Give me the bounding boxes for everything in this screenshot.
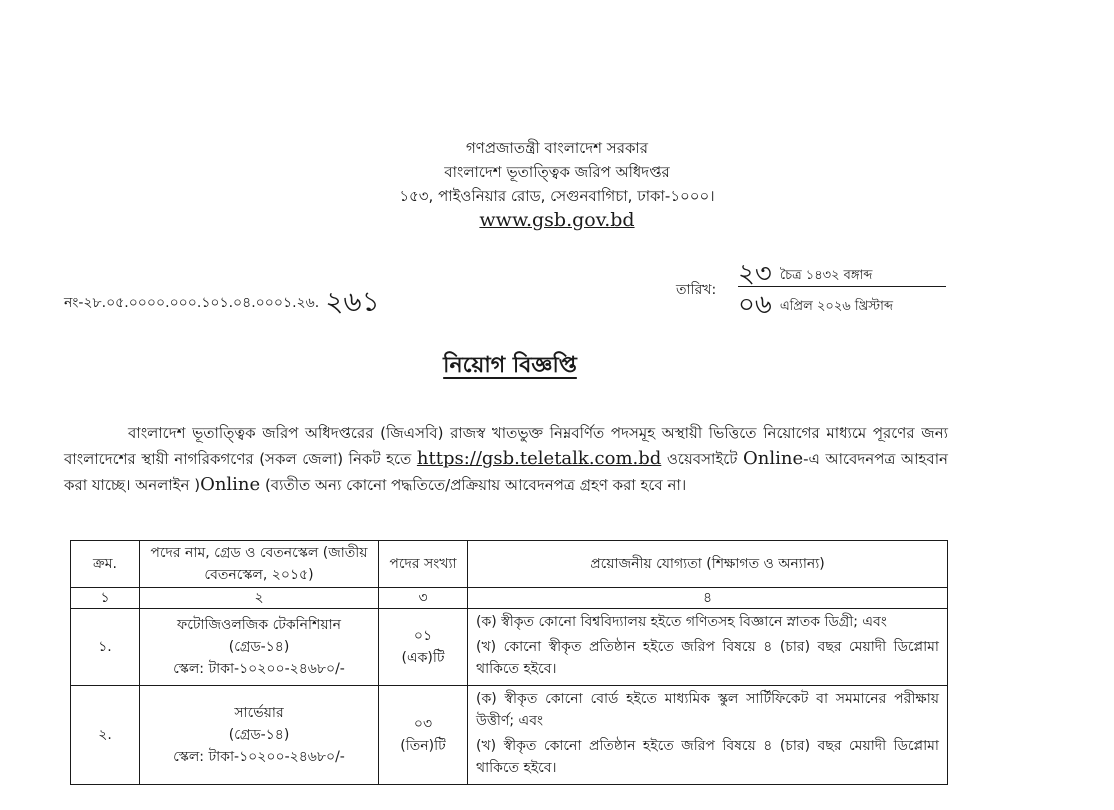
row-requirements: [468, 686, 948, 785]
table-row: [71, 609, 948, 686]
count-number: ০১: [413, 628, 433, 644]
table-row: [71, 686, 948, 785]
header-serial: ক্রম.: [71, 541, 140, 588]
body-part-1: বাংলাদেশ ভূতাত্ত্বিক জরিপ অধিদপ্তরের (জিএসবি) রাজস্ব খাতভুক্ত নিম্নবর্ণিত পদসমূহ অস্থায়ী ভিত্তিতে নিয়োগের মাধ্যমে পূরণের জন্য বাংলাদেশের স্থায়ী নাগরিকগণের (সকল জেলা) নিকট হতে: [64, 424, 948, 468]
online-text-1: Online: [742, 448, 804, 469]
english-month-year: এপ্রিল ২০২৬ খ্রিস্টাব্দ: [779, 299, 893, 314]
body-part-2: ওয়েবসাইটে: [666, 450, 738, 468]
date-fraction: [738, 258, 946, 320]
table-numbering-row: [71, 588, 948, 609]
notice-title: [0, 348, 1020, 385]
row-count: [379, 686, 468, 785]
row-count: [379, 609, 468, 686]
requirement-b: (খ) কোনো স্বীকৃত প্রতিষ্ঠান হইতে জরিপ বিষয়ে ৪ (চার) বছর মেয়াদী ডিপ্লোমা থাকিতে হইবে।: [476, 639, 939, 677]
memo-number: [64, 276, 380, 323]
row-post: [140, 686, 379, 785]
row-serial: ২.: [71, 686, 140, 785]
table-header-row: [71, 541, 948, 588]
numbering-cell: ২: [140, 588, 379, 609]
english-date: [738, 289, 946, 320]
post-grade: (গ্রেড-১৪): [228, 727, 290, 743]
post-scale: স্কেল: টাকা-১০২০০-২৪৬৮০/-: [173, 661, 345, 677]
post-name: ফটোজিওলজিক টেকনিশিয়ান (গ্রেড-১৪): [176, 617, 341, 655]
requirement-a: (ক) স্বীকৃত কোনো বোর্ড হইতে মাধ্যমিক স্কুল সার্টিফিকেট বা সমমানের পরীক্ষায় উত্তীর্ণ; এবং: [476, 691, 939, 729]
government-name: গণপ্রজাতন্ত্রী বাংলাদেশ সরকার: [465, 139, 649, 157]
count-words: (এক)টি: [401, 650, 445, 666]
row-post: [140, 609, 379, 686]
header-requirements: প্রয়োজনীয় যোগ্যতা (শিক্ষাগত ও অন্যান্য): [468, 541, 948, 588]
department-website[interactable]: www.gsb.gov.bd: [479, 209, 635, 231]
header-count: পদের সংখ্যা: [379, 541, 468, 588]
numbering-cell: ৪: [468, 588, 948, 609]
requirement-a: (ক) স্বীকৃত কোনো বিশ্ববিদ্যালয় হইতে গণিতসহ বিজ্ঞানে স্নাতক ডিগ্রী; এবং: [476, 614, 887, 630]
english-day-handwritten: ০৬: [738, 290, 772, 320]
requirement-b: (খ) স্বীকৃত কোনো প্রতিষ্ঠান হইতে জরিপ বিষয়ে ৪ (চার) বছর মেয়াদী ডিপ্লোমা থাকিতে হইবে।: [476, 738, 939, 776]
body-part-3: -এ আবেদনপত্র আহবান করা যাচ্ছে। অনলাইন ): [64, 450, 948, 494]
application-link[interactable]: https://gsb.teletalk.com.bd: [416, 448, 662, 469]
row-serial: ১.: [71, 609, 140, 686]
numbering-cell: ১: [71, 588, 140, 609]
notice-body: [64, 420, 948, 498]
numbering-cell: ৩: [379, 588, 468, 609]
bengali-date: [738, 258, 946, 289]
date-label: তারিখ:: [676, 282, 717, 298]
department-address: ১৫৩, পাইওনিয়ার রোড, সেগুনবাগিচা, ঢাকা-১০০০।: [399, 187, 715, 205]
bengali-day-handwritten: ২৩: [738, 259, 772, 289]
posts-table: [70, 540, 948, 785]
bengali-month-year: চৈত্র ১৪৩২ বঙ্গাব্দ: [779, 268, 873, 283]
header-post: পদের নাম, গ্রেড ও বেতনস্কেল (জাতীয় বেতনস্কেল, ২০১৫): [140, 541, 379, 588]
count-words: (তিন)টি: [400, 738, 446, 754]
body-part-4: (ব্যতীত অন্য কোনো পদ্ধতিতে/প্রক্রিয়ায় আবেদনপত্র গ্রহণ করা হবে না।: [260, 476, 687, 494]
post-name: সার্ভেয়ার: [234, 705, 284, 721]
date-block: [676, 258, 946, 318]
letterhead: [0, 136, 1114, 232]
department-name: বাংলাদেশ ভূতাত্ত্বিক জরিপ অধিদপ্তর: [444, 163, 670, 181]
memo-handwritten-number: ২৬১: [325, 285, 380, 318]
memo-number-text: নং-২৮.০৫.০০০০.০০০.১০১.০৪.০০০১.২৬.: [64, 295, 320, 311]
post-scale: স্কেল: টাকা-১০২০০-২৪৬৮০/-: [173, 749, 345, 765]
notice-title-text: নিয়োগ বিজ্ঞপ্তি: [443, 353, 577, 378]
online-text-2: Online: [200, 474, 261, 495]
row-requirements: [468, 609, 948, 686]
count-number: ০৩: [413, 716, 433, 732]
